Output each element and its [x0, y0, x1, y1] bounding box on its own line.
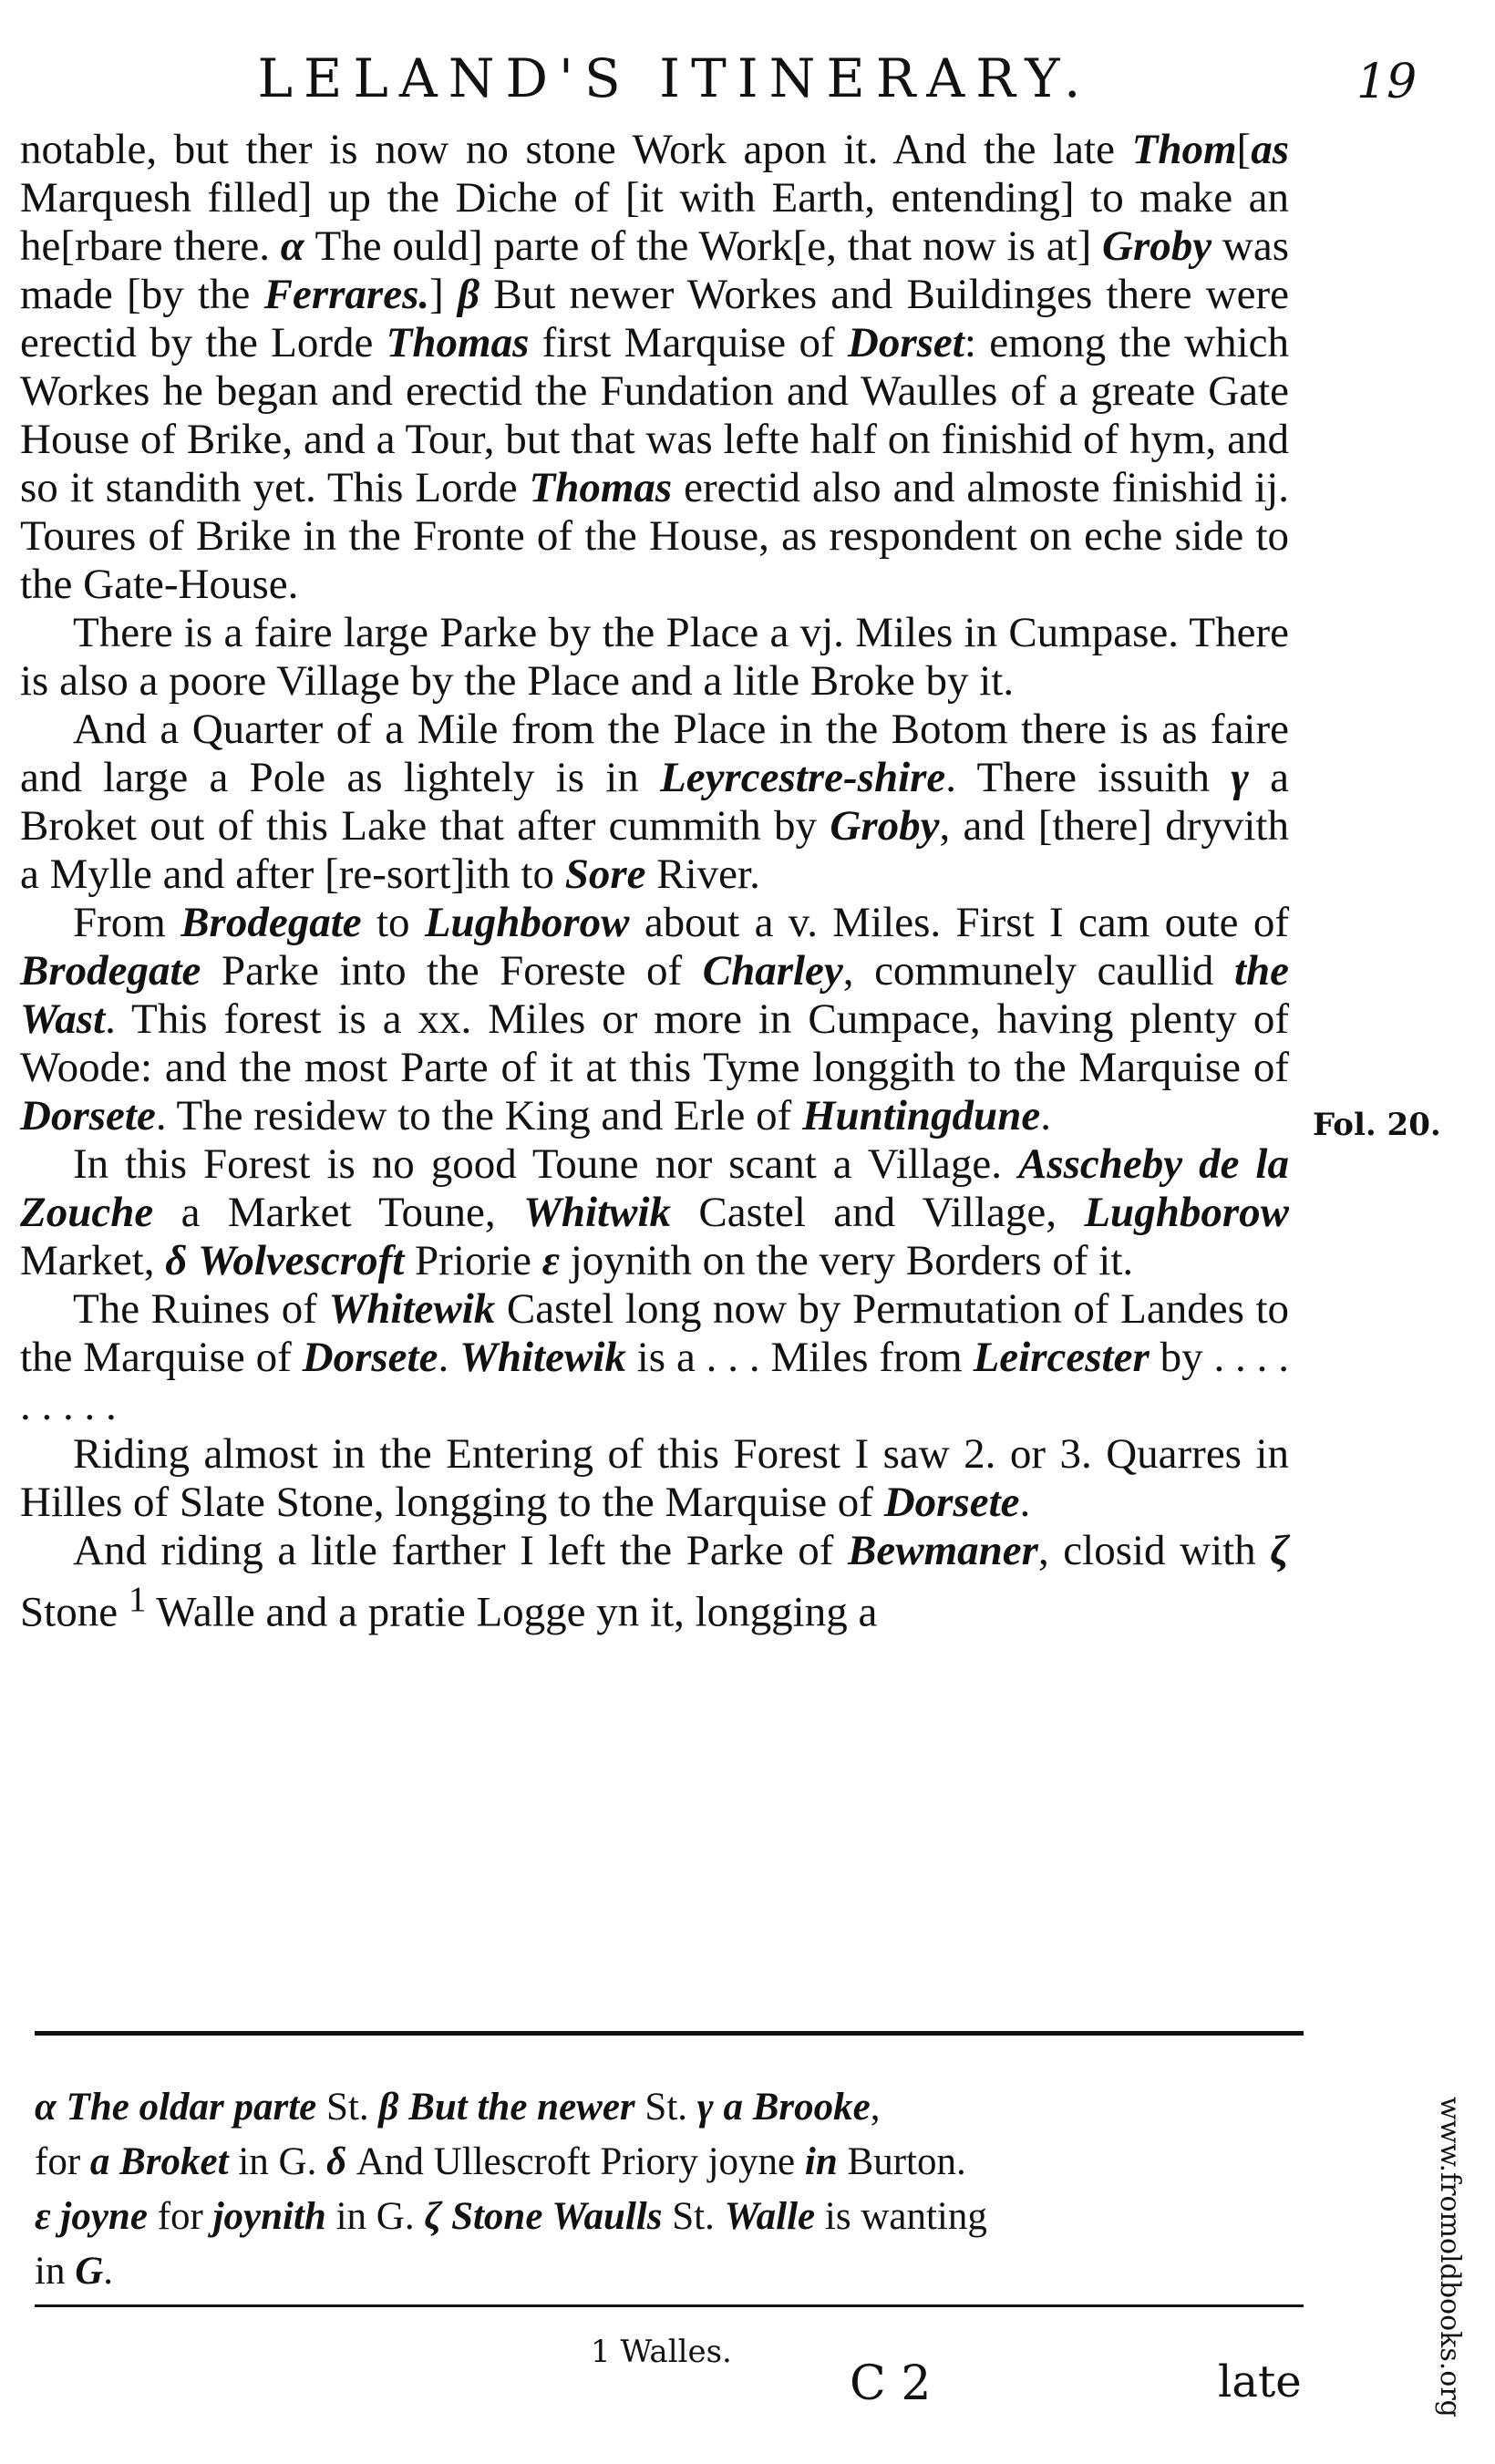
- footnote-rule: [35, 2304, 1304, 2307]
- notes-line-1: α The oldar parte St. β But the newer St. γ a Brooke,: [35, 2086, 881, 2129]
- paragraph-7: Riding almost in the Entering of this Forest I saw 2. or 3. Quarres in Hilles of Slate Stone, longging to the Marquise of Dorsete.: [20, 1430, 1289, 1526]
- paragraph-8: And riding a litle farther I left the Parke of Bewmaner, closid with ζ Stone $^1$ Walle and a pratie Logge yn it, longging a: [20, 1527, 1289, 1636]
- footnote: 1 Walles.: [591, 2334, 732, 2370]
- paragraph-4: From Brodegate to Lughborow about a v. Miles. First I cam oute of Brodegate Parke into the Foreste of Charley, communely caullid the Wast. This forest is a xx. Miles or more in Cumpace, having plenty of Woode: and the most Parte of it at this Tyme longgith to the Marquise of Dorsete. The residew to the King and Erle of Huntingdune.: [20, 899, 1290, 1139]
- paragraph-2: There is a faire large Parke by the Place a vj. Miles in Cumpase. There is also a poore Village by the Place and a litle Broke by it.: [20, 609, 1289, 705]
- body-text: [20, 126, 1289, 1637]
- notes-line-2: for a Broket in G. δ And Ullescroft Priory joyne in Burton.: [35, 2140, 966, 2183]
- watermark: www.fromoldbooks.org: [1434, 2097, 1466, 2418]
- catchword: late: [1218, 2356, 1302, 2407]
- running-head: LELAND'S ITINERARY.: [257, 47, 1092, 109]
- paragraph-3: And a Quarter of a Mile from the Place in the Botom there is as faire and large a Pole as lightely is in Leyrcestre-shire. There issuith γ a Broket out of this Lake that after cummith by Groby, and [there] dryvith a Mylle and after [re-sort]ith to Sore River.: [20, 706, 1289, 898]
- notes-line-4: in G.: [35, 2250, 114, 2293]
- notes-line-3: ε joyne for joynith in G. ζ Stone Waulls St. Walle is wanting: [35, 2195, 987, 2238]
- notes-rule: [35, 2031, 1304, 2036]
- variant-notes: [35, 2080, 1304, 2299]
- signature-mark: C 2: [850, 2356, 932, 2411]
- paragraph-1: notable, but ther is now no stone Work apon it. And the late Thom[as Marquesh filled] up the Diche of [it with Earth, entending] to make an he[rbare there. α The ould] parte of the Work[e, that now is at] Groby was made [by the Ferrares.] β But newer Workes and Buildinges there were erectid by the Lorde Thomas first Marquise of Dorset: emong the which Workes he began and erectid the Fundation and Waulles of a greate Gate House of Brike, and a Tour, but that was lefte half on finishid of hym, and so it standith yet. This Lorde Thomas erectid also and almoste finishid ij. Toures of Brike in the Fronte of the House, as respondent on eche side to the Gate-House.: [20, 126, 1290, 608]
- folio-margin-note: Fol. 20.: [1313, 1107, 1441, 1143]
- page-number: 19: [1356, 55, 1418, 109]
- paragraph-6: The Ruines of Whitewik Castel long now by Permutation of Landes to the Marquise of Dorsete. Whitewik is a . . . Miles from Leircester by . . . . . . . . .: [20, 1285, 1289, 1429]
- paragraph-5: In this Forest is no good Toune nor scant a Village. Asscheby de la Zouche a Market Toune, Whitwik Castel and Village, Lughborow Market, δ Wolvescroft Priorie ε joynith on the very Borders of it.: [20, 1140, 1289, 1284]
